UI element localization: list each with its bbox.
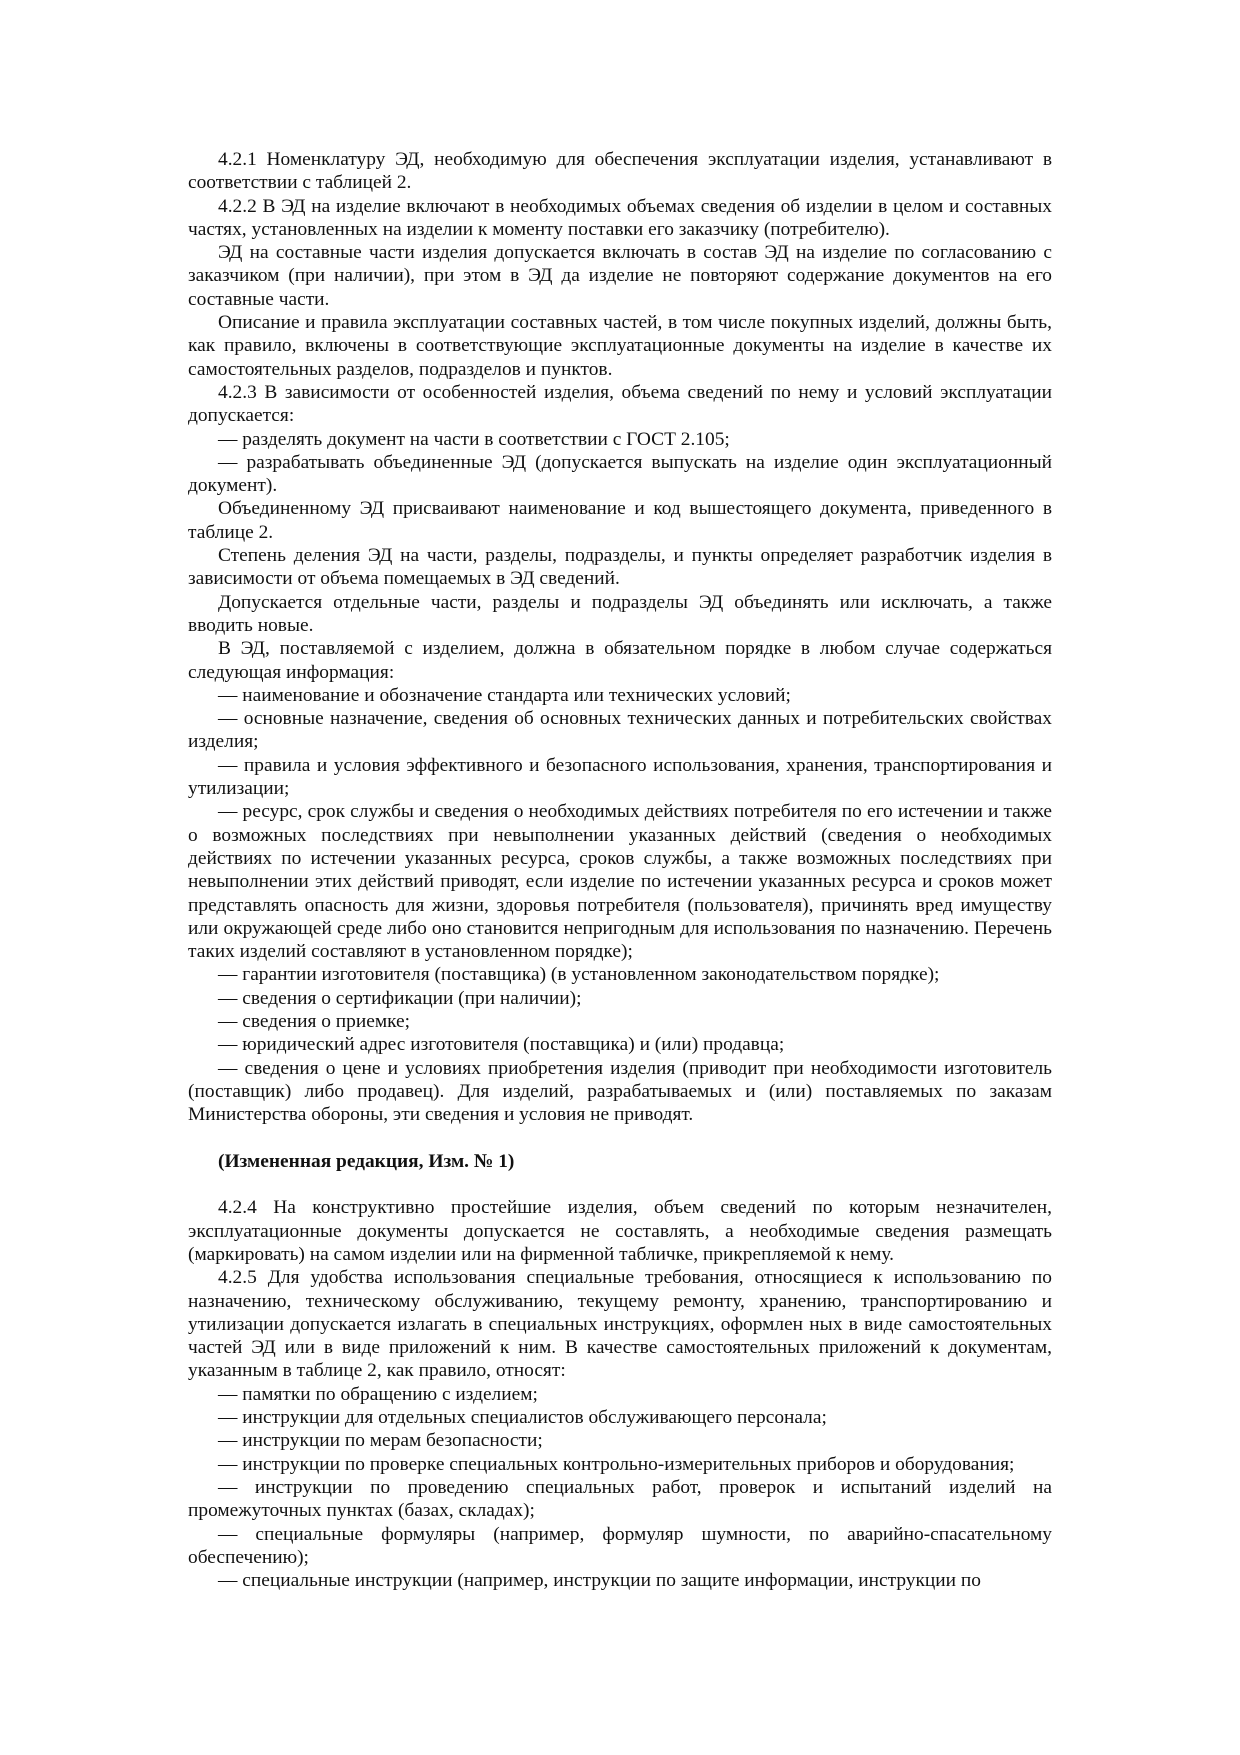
list-item: — инструкции по проведению специальных работ, проверок и испытаний изделий на промежуточных пунктах (базах, складах); [188, 1476, 1052, 1522]
paragraph-division-degree: Степень деления ЭД на части, разделы, подразделы, и пункты определяет разработчик изделия в зависимости от объема помещаемых в ЭД сведений. [188, 545, 1052, 590]
paragraph-4-2-5: 4.2.5 Для удобства использования специальные требования, относящиеся к использованию по назначению, техническому обслуживанию, текущему ремонту, хранению, транспортированию и утилизации допускается излагать в специальных инструкциях, оформлен ных в виде самостоятельных частей ЭД или в виде приложений к ним. В качестве самостоятельных приложений к документам, указанным в таблице 2, как правило, относят: [188, 1267, 1052, 1382]
paragraph-mandatory-info: В ЭД, поставляемой с изделием, должна в обязательном порядке в любом случае содержаться следующая информация: [188, 638, 1052, 683]
list-item: — основные назначение, сведения об основных технических данных и потребительских свойствах изделия; [188, 708, 1052, 753]
paragraph-description-rules: Описание и правила эксплуатации составных частей, в том числе покупных изделий, должны быть, как правило, включены в соответствующие эксплуатационные документы на изделие в качестве их самостоятельных разделов, подразделов и пунктов. [188, 312, 1052, 380]
paragraph-combined-ed: Объединенному ЭД присваивают наименование и код вышестоящего документа, приведенного в таблице 2. [188, 498, 1052, 543]
list-item: — инструкции по проверке специальных контрольно-измерительных приборов и оборудования; [218, 1453, 1015, 1475]
blank-line [188, 1173, 1052, 1196]
list-item: — юридический адрес изготовителя (поставщика) и (или) продавца; [218, 1034, 785, 1056]
list-item: — сведения о приемке; [218, 1010, 411, 1032]
paragraph-4-2-4: 4.2.4 На конструктивно простейшие изделия, объем сведений по которым незначителен, эксплуатационные документы допускается не составлять, а необходимые сведения размещать (маркировать) на самом изделии или на фирменной табличке, прикрепляемой к нему. [188, 1197, 1052, 1265]
list-item: — памятки по обращению с изделием; [218, 1383, 538, 1405]
paragraph-4-2-2: 4.2.2 В ЭД на изделие включают в необходимых объемах сведения об изделии в целом и составных частях, установленных на изделии к моменту поставки его заказчику (потребителю). [188, 195, 1052, 240]
list-item: — сведения о сертификации (при наличии); [218, 987, 582, 1009]
list-item: — ресурс, срок службы и сведения о необходимых действиях потребителя по его истечении и также о возможных последствиях при невыполнении указанных действий (сведения о необходимых действиях по истечении указанных ресурса, сроков службы, а также возможных последствиях при невыполнении этих действий приводят, если изделие по истечении указанных ресурса и сроков может представлять опасность для жизни, здоровья потребителя (пользователя), причинять вред имуществу или окружающей среде либо оно становится непригодным для использования по назначению. Перечень таких изделий составляют в установленном порядке); [188, 801, 1052, 963]
list-item: — разрабатывать объединенные ЭД (допускается выпускать на изделие один эксплуатационный документ). [188, 451, 1052, 497]
paragraph-components-ed: ЭД на составные части изделия допускается включать в состав ЭД на изделие по согласованию с заказчиком (при наличии), при этом в ЭД да изделие не повторяют содержание документов на его составные части. [188, 242, 1052, 310]
list-item: — наименование и обозначение стандарта или технических условий; [218, 684, 791, 706]
list-item: — инструкции по мерам безопасности; [218, 1430, 543, 1452]
list-item: — специальные формуляры (например, формуляр шумности, по аварийно-спасательному обеспечению); [188, 1523, 1052, 1568]
list-item: — правила и условия эффективного и безопасного использования, хранения, транспортирования и утилизации; [188, 754, 1052, 800]
paragraph-4-2-3: 4.2.3 В зависимости от особенностей изделия, объема сведений по нему и условий эксплуатации допускается: [188, 381, 1052, 427]
list-item: — разделять документ на части в соответствии с ГОСТ 2.105; [218, 428, 730, 450]
document-page [188, 148, 1052, 1592]
paragraph-merge-exclude: Допускается отдельные части, разделы и подразделы ЭД объединять или исключать, а также вводить новые. [188, 591, 1052, 636]
list-item: — гарантии изготовителя (поставщика) (в установленном законодательством порядке); [218, 964, 940, 986]
revision-note: (Измененная редакция, Изм. № 1) [218, 1150, 515, 1172]
list-item: — инструкции для отдельных специалистов обслуживающего персонала; [218, 1407, 827, 1429]
paragraph-4-2-1: 4.2.1 Номенклатуру ЭД, необходимую для обеспечения эксплуатации изделия, устанавливают в соответствии с таблицей 2. [188, 149, 1052, 194]
list-item: — сведения о цене и условиях приобретения изделия (приводит при необходимости изготовитель (поставщик) либо продавец). Для изделий, разрабатываемых и (или) поставляемых по заказам Министерства обороны, эти сведения и условия не приводят. [188, 1057, 1052, 1126]
list-item: — специальные инструкции (например, инструкции по защите информации, инструкции по [218, 1570, 981, 1592]
blank-line [188, 1126, 1052, 1149]
